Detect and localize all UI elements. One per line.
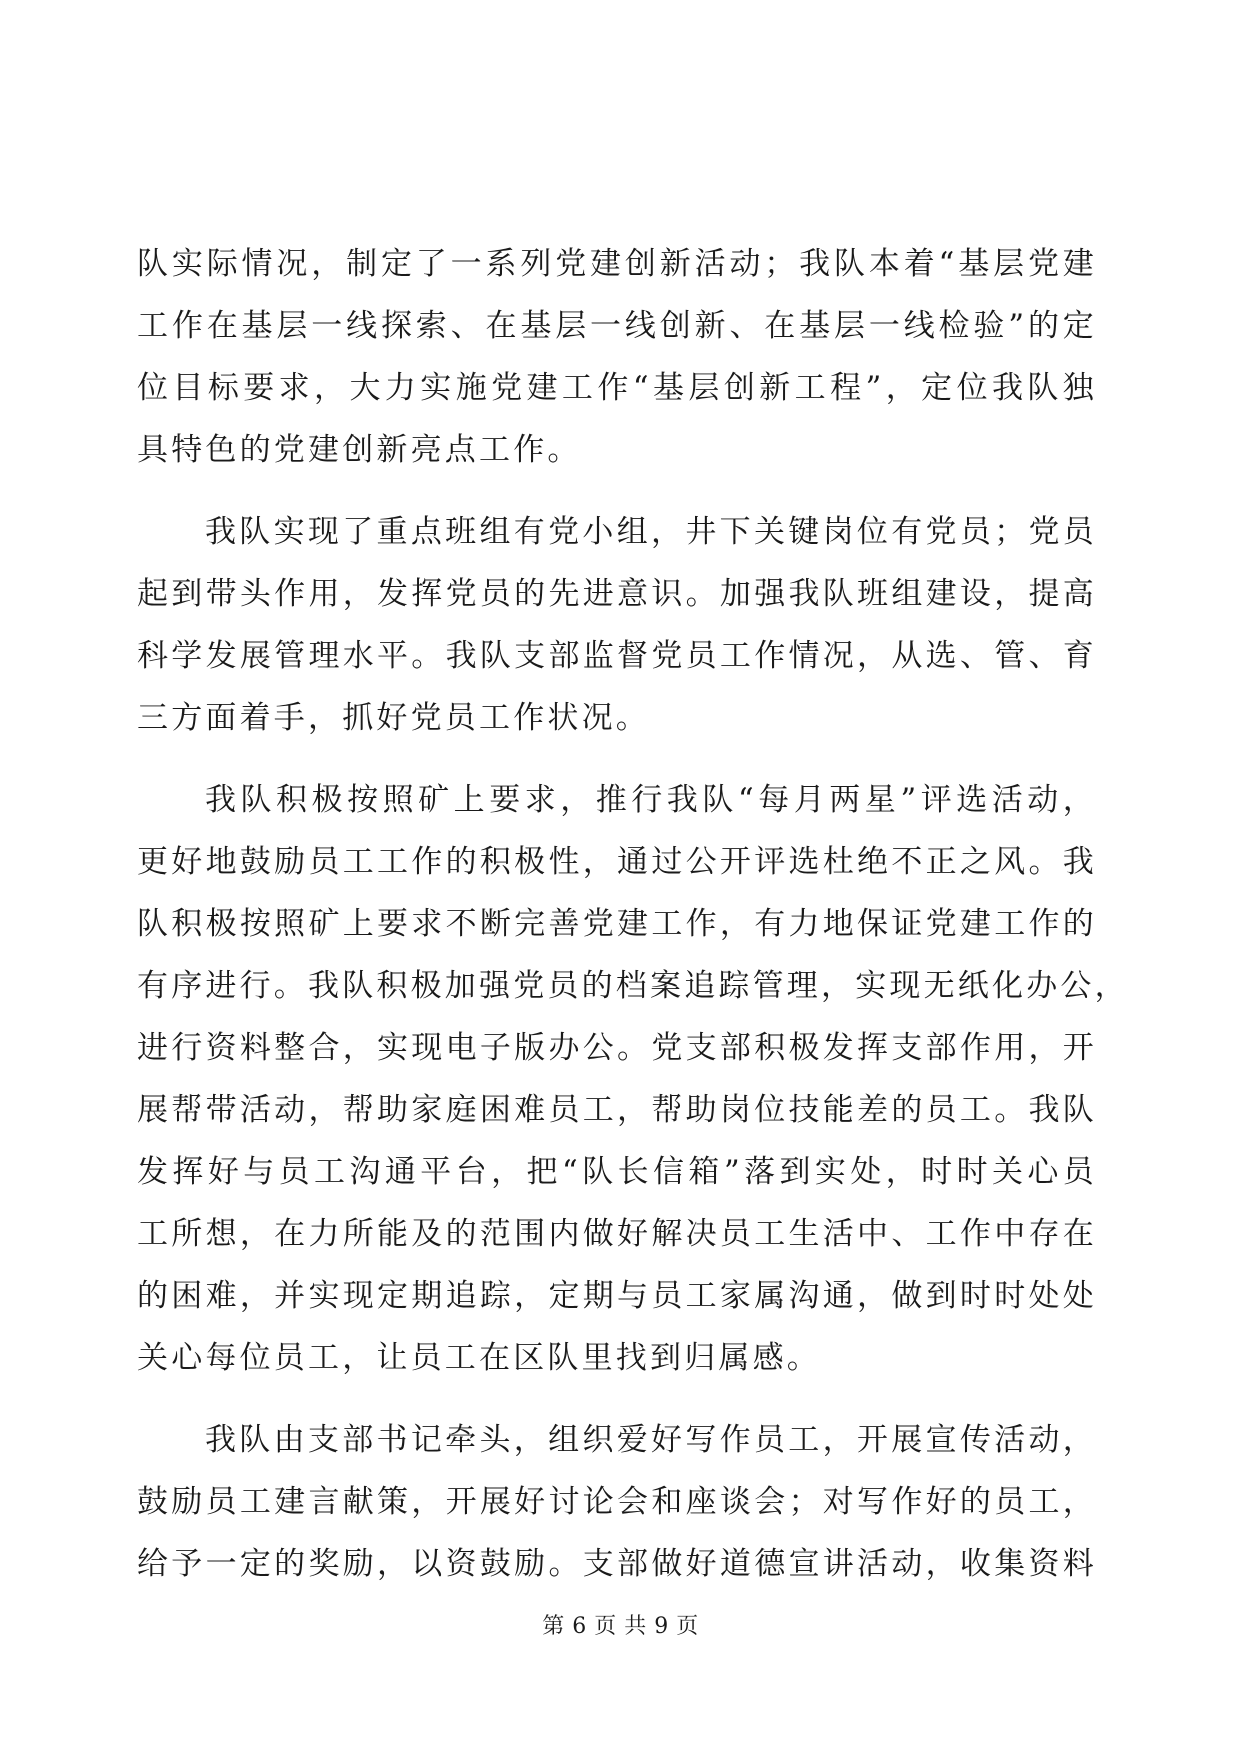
text-line: 有序进行。我队积极加强党员的档案追踪管理，实现无纸化办公， [137,968,1129,1004]
text-line: 队实际情况，制定了一系列党建创新活动；我队本着“基层党建 [137,246,1097,282]
paragraph [137,769,1129,1389]
text-line: 工所想，在力所能及的范围内做好解决员工生活中、工作中存在 [137,1216,1097,1252]
text-line: 位目标要求，大力实施党建工作“基层创新工程”，定位我队独 [137,370,1097,406]
text-line: 三方面着手，抓好党员工作状况。 [137,700,650,736]
text-line: 进行资料整合，实现电子版办公。党支部积极发挥支部作用，开 [137,1030,1097,1066]
document-body [137,233,1129,1595]
text-line: 鼓励员工建言献策，开展好讨论会和座谈会；对写作好的员工， [137,1484,1097,1520]
text-line: 更好地鼓励员工工作的积极性，通过公开评选杜绝不正之风。我 [137,844,1097,880]
paragraph [137,233,1097,481]
paragraph [137,1409,1097,1595]
text-line: 具特色的党建创新亮点工作。 [137,432,582,468]
text-line: 我队实现了重点班组有党小组，井下关键岗位有党员；党员 [205,514,1097,550]
text-line: 工作在基层一线探索、在基层一线创新、在基层一线检验”的定 [137,308,1097,344]
text-line: 队积极按照矿上要求不断完善党建工作，有力地保证党建工作的 [137,906,1097,942]
text-line: 关心每位员工，让员工在区队里找到归属感。 [137,1340,821,1376]
page-number-footer: 第 6 页 共 9 页 [542,1614,699,1639]
text-line: 起到带头作用，发挥党员的先进意识。加强我队班组建设，提高 [137,576,1097,612]
text-line: 给予一定的奖励，以资鼓励。支部做好道德宣讲活动，收集资料 [137,1546,1097,1582]
text-line: 的困难，并实现定期追踪，定期与员工家属沟通，做到时时处处 [137,1278,1097,1314]
text-line: 我队由支部书记牵头，组织爱好写作员工，开展宣传活动， [205,1422,1097,1458]
paragraph [137,501,1097,749]
text-line: 科学发展管理水平。我队支部监督党员工作情况，从选、管、育 [137,638,1097,674]
text-line: 发挥好与员工沟通平台，把“队长信箱”落到实处，时时关心员 [137,1154,1097,1190]
text-line: 我队积极按照矿上要求，推行我队“每月两星”评选活动， [205,782,1097,818]
text-line: 展帮带活动，帮助家庭困难员工，帮助岗位技能差的员工。我队 [137,1092,1097,1128]
